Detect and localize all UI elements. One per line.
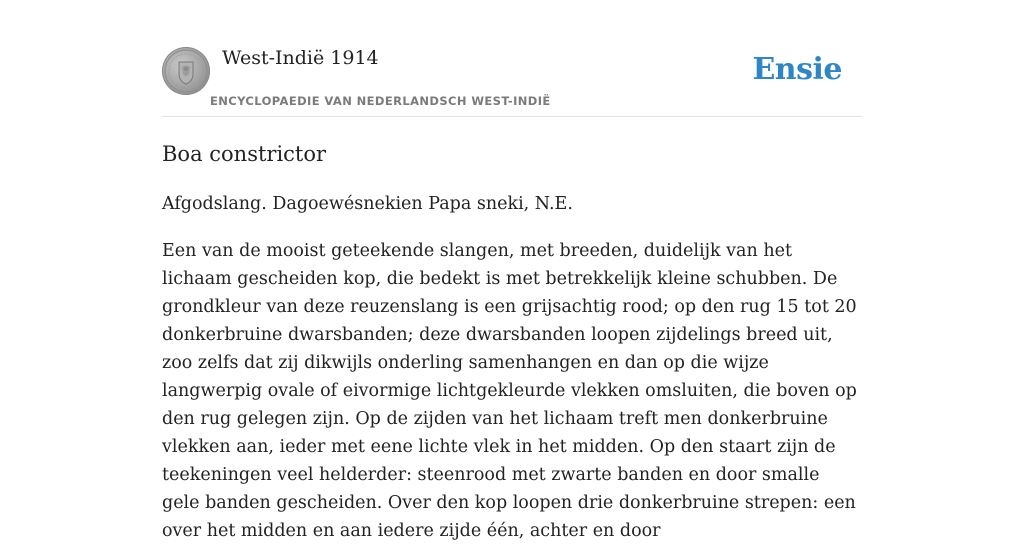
source-header — [162, 0, 862, 117]
article-synonyms: Afgodslang. Dagoewésnekien Papa sneki, N.E. — [162, 194, 573, 214]
coin-crest-graphic — [162, 47, 210, 95]
coin-crest-icon[interactable] — [162, 47, 210, 95]
article-body: Een van de mooist geteekende slangen, met breeden, duidelijk van het lichaam gescheiden kop, die bedekt is met betrekkelijk kleine schubben. De grondkleur van deze reuzenslang is een grijsachtig rood; op den rug 15 tot 20 donkerbruine dwarsbanden; deze dwarsbanden loopen zijdelings breed uit, zoo zelfs dat zij dikwijls onderling samenhangen en dan op die wijze langwerpig ovale of eivormige lichtgekleurde vlekken omsluiten, die boven op den rug gelegen zijn. Op de zijden van het lichaam treft men donkerbruine vlekken aan, ieder met eene lichte vlek in het midden. Op den staart zijn de teekeningen veel helderder: steenrood met zwarte banden en door smalle gele banden gescheiden. Over den kop loopen drie donkerbruine strepen: een over het midden en aan iedere zijde één, achter en door — [162, 241, 857, 541]
source-subtitle: ENCYCLOPAEDIE VAN NEDERLANDSCH WEST-INDIË — [210, 94, 551, 108]
article — [162, 138, 862, 545]
source-title[interactable]: West-Indië 1914 — [222, 47, 379, 69]
article-title: Boa constrictor — [162, 142, 327, 166]
brand-logo-link[interactable]: Ensie — [752, 52, 842, 87]
